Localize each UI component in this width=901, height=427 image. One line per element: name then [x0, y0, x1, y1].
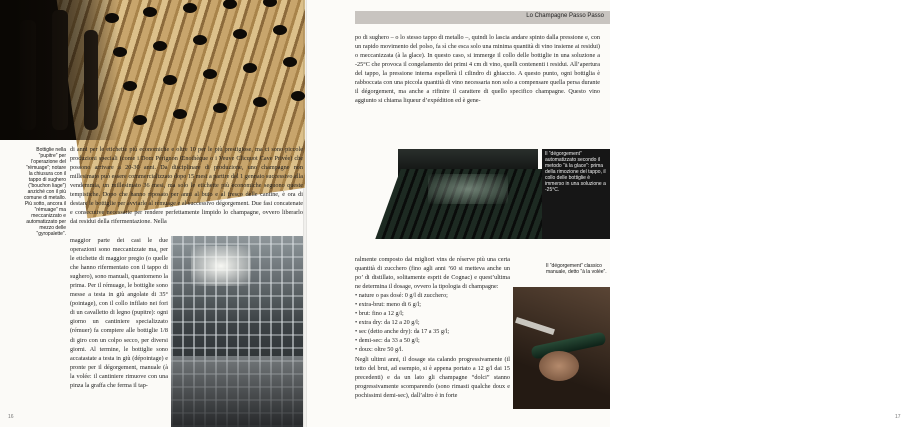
list-item: • nature o pas dosé: 0 g/l di zucchero;	[355, 292, 448, 300]
left-page	[0, 0, 305, 427]
body-text-left-top	[70, 145, 303, 226]
list-item: • brut: fino a 12 g/l;	[355, 310, 404, 318]
book-gutter	[303, 0, 307, 427]
photo-degorgement-glace	[398, 149, 538, 239]
running-header	[355, 11, 610, 24]
paragraph: di anni per le etichette più economiche e oltre 10 per le più prestigiose, ma ci sono piccole produzioni speciali (come i Dom Pérignon Œnothèque o i Veuve Clicquot Cave Privée) che possono arrivare a 20-30 anni. Da disciplinare di produzione, uno champagne non millesimato può essere commercializzato dopo 15 mesi a partire dal 1 gennaio successivo alla vendemmia, un millesimato 36 mesi, ma solo le etichette più economiche seguono queste tempistiche. Dopo che hanno riposato per anni al buio e al fresco delle cantine, è ora di destare le bottiglie per avviarle al rémuage e al successivo dégorgement. Due fasi concatenate e consecutive necessarie per rendere perfettamente limpido lo champagne, ovvero liberarlo dai residui della rifermentazione. Nella	[70, 146, 303, 226]
page-number-left: 16	[8, 414, 14, 420]
running-header-title: Lo Champagne Passo Passo	[526, 13, 604, 19]
body-text-right-top	[355, 33, 600, 105]
right-page	[305, 0, 901, 427]
photo-gyropalette-cellar	[171, 236, 303, 427]
caption-degorgement-glace: Il “dégorgement” automatizzato secondo il metodo “à la glace”: prima della rimozione del tappo, il collo delle bottiglie è immerso in una soluzione a -25°C.	[542, 149, 610, 239]
cellar-aisle	[171, 356, 303, 427]
ceiling-light	[191, 246, 251, 286]
page-number-right: 17	[895, 414, 901, 420]
caption-remuage: Bottiglie nella “pupitre” per l’operazione del “rémuage”; notare la chiusura con il tappo di sughero (“bouchon liage”) anziché con il più comune di metallo. Più sotto, ancora il “rémuage” ma meccanizzato e automatizzato per mezzo delle “gyropalette”.	[24, 147, 66, 237]
photo-degorgement-volee	[513, 287, 610, 409]
list-item: • extra-brut: meno di 6 g/l;	[355, 301, 421, 309]
dosage-list	[355, 291, 510, 354]
paragraph: Negli ultimi anni, il dosage sta calando progressivamente (il tetto del brut, ad esempio, si è appena portato a 12 g/l dai 15 precedenti) e da un lato gli champagne “dolci” stanno progressivamente scomparendo (sono rimasti qualche doux e pochissimi demi-sec), dall’altro è in forte	[355, 355, 510, 399]
body-text-left-bottom	[70, 236, 168, 390]
caption-degorgement-volee: Il “dégorgement” classico manuale, detto “à la volée”.	[546, 263, 607, 275]
hand	[539, 351, 579, 381]
photo-shadow	[0, 0, 120, 140]
paragraph: po di sughero – o lo stesso tappo di metallo –, quindi lo lascia andare spinto dalla pressione e, con un rapido movimento del polso, fa sì che esca solo una minima quantità di vino insieme ai residui) o meccanizzata (à la glace). In questo caso, si immerge il collo delle bottiglie in una soluzione a -25°C che provoca il congelamento dei primi 4 cm di vino, quelli contenenti i residui. All’apertura del tappo, la pressione interna espellerà il cilindro di ghiaccio. A questo punto, ogni bottiglia è rabboccata con una piccola quantità di vino necessaria non solo a compensare quella persa durante il dégorgement, ma anche a rifinire il carattere di quello specifico champagne. Questo vino aggiunto si chiama liqueur d’expédition ed è gene-	[355, 34, 600, 105]
paragraph: ralmente composto dai migliori vins de réserve più una certa quantità di zucchero (fino agli anni ’60 si metteva anche un po’ di distillato, solitamente esprit de Cognac) e quest’ultima ne determina il dosage, ovvero la tipologia di champagne:	[355, 256, 510, 291]
photo-pupitre-racks	[0, 0, 305, 140]
list-item: • extra dry: da 12 a 20 g/l;	[355, 319, 420, 327]
list-item: • sec (detto anche dry): da 17 a 35 g/l;	[355, 328, 450, 336]
bottle-shine	[428, 174, 508, 204]
list-item: • demi-sec: da 33 a 50 g/l;	[355, 337, 420, 345]
list-item: • doux: oltre 50 g/l.	[355, 346, 404, 354]
paragraph: maggior parte dei casi le due operazioni sono meccanizzate ma, per le etichette di maggior pregio (o quelle che hanno rifermentato con il tappo di sughero), sono manuali, quantomeno la prima. Per il rémuage, le bottiglie sono messe a testa in giù angolate di 35° (pointage), con il collo infilato nei fori di un cavalletto di legno (pupitre): ogni giorno un cantiniere specializzato (rémuer) fa compiere alle bottiglie 1/8 di giro con un colpo secco, per diversi giorni. Al termine, le bottiglie sono accatastate a testa in giù (dépointage) e pronte per il dégorgement, manuale (à la volée: il cantiniere rimuove con una pinza la graffa che ferma il tap-	[70, 237, 168, 389]
body-text-right-bottom	[355, 255, 510, 400]
